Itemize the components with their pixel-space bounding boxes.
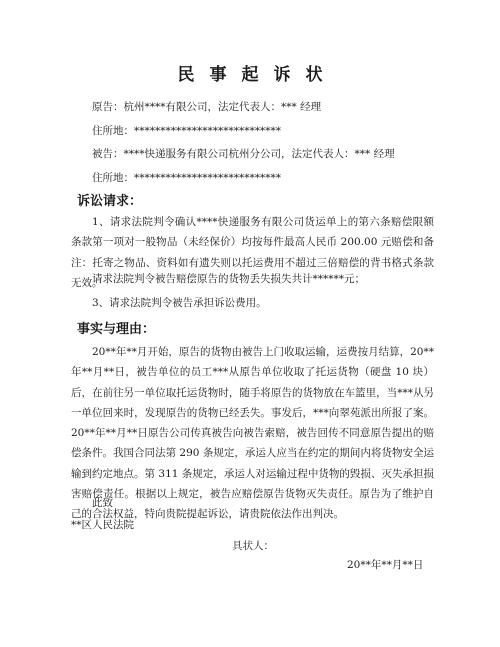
facts-paragraph: 20**年**月开始，原告的货物由被告上门收取运输，运费按月结算，20**年**月**日，被告单位的员工***从原告单位收取了托运货物（硬盘 10 块）后，在前往另一单位取托运货物时，随手将原告的货物放在车篮里，当***从另一单位回来时，发现原告的货物已经丢失。事发后，***向翠苑派出所报了案。20**年**月**日原告公司传真被告向被告索赔，被告回传不同意原告提出的赔偿条件。我国合同法第 290 条规定，承运人应当在约定的期间内将货物安全运输到约定地点。第 311 条规定，承运人对运输过程中货物的毁损、灭失承担损害赔偿责任。根据以上规定，被告应赔偿原告货物灭失责任。原告为了维护自己的合法权益，特向贵院提起诉讼，请贵院依法作出判决。 <box>71 346 434 521</box>
court-name: **区人民法院 <box>71 519 134 531</box>
document-date: 20**年**月**日 <box>347 559 424 571</box>
plaintiff-address-line: 住所地：**************************** <box>92 125 281 137</box>
defendant-line: 被告：****快递服务有限公司杭州分公司，法定代表人：*** 经理 <box>92 148 395 160</box>
plaintiff-line: 原告：杭州****有限公司，法定代表人：*** 经理 <box>92 101 322 113</box>
salutation: 此致 <box>92 497 113 509</box>
claim-item-3: 3、请求法院判令被告承担诉讼费用。 <box>92 297 267 309</box>
defendant-address-line: 住所地：**************************** <box>92 172 281 184</box>
facts-heading: 事实与理由： <box>77 322 156 337</box>
document-title: 民事起诉状 <box>177 65 338 85</box>
claim-item-1: 1、请求法院判令确认****快递服务有限公司货运单上的第六条赔偿限额条款第一项对一般物品（未经保价）均按每件最高人民币 200.00 元赔偿和备注：托寄之物品、资料如有遗失则以托运费用不超过三倍赔偿的背书格式条款无效。 <box>71 216 434 289</box>
signer-label: 具状人： <box>232 540 274 552</box>
claims-heading: 诉讼请求： <box>77 194 143 209</box>
claim-item-2: 请求法院判令被告赔偿原告的货物丢失损失共计******元； <box>92 273 365 285</box>
